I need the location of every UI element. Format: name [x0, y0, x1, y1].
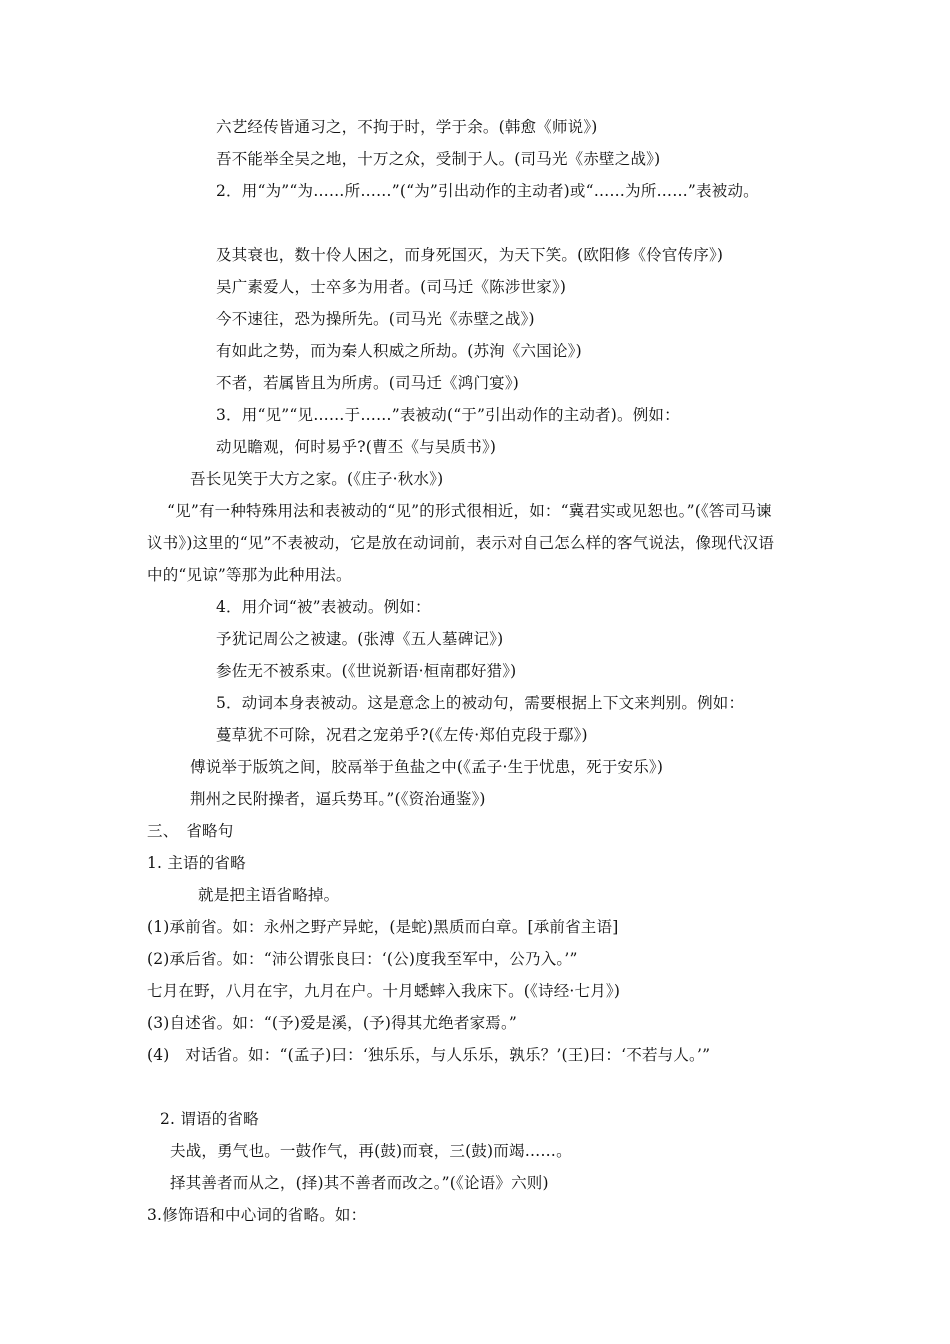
- line-6: 今不速往，恐为操所先。(司马光《赤壁之战》): [216, 310, 535, 328]
- subheading-1: 1. 主语的省略: [147, 854, 246, 872]
- line-25: 七月在野，八月在宇，九月在户。十月蟋蟀入我床下。(《诗经·七月》): [147, 982, 621, 1000]
- line-12: “见”有一种特殊用法和表被动的“见”的形式很相近，如：“冀君实或见恕也。”(《答司马谏议书》)这里的“见”不表被动，它是放在动词前，表示对自己怎么样的客气说法，像现代汉语中的“见谅”等那为此种用法。: [147, 502, 775, 584]
- line-26: (3)自述省。如：“(予)爱是溪，(予)得其尤绝者家焉。”: [147, 1014, 518, 1032]
- subheading-3: 3.修饰语和中心词的省略。如：: [147, 1206, 367, 1224]
- line-29: 夫战，勇气也。一鼓作气，再(鼓)而衰，三(鼓)而竭……。: [170, 1142, 572, 1160]
- line-15: 参佐无不被系束。(《世说新语·桓南郡好猎》): [216, 662, 517, 680]
- line-2: 吾不能举全吴之地，十万之众，受制于人。(司马光《赤壁之战》): [216, 150, 661, 168]
- line-3: 2．用“为”“为……所……”(“为”引出动作的主动者)或“……为所……”表被动。: [216, 182, 759, 200]
- line-13: 4．用介词“被”表被动。例如：: [216, 598, 431, 616]
- line-19: 荆州之民附操者，逼兵势耳。”(《资治通鉴》): [190, 790, 486, 808]
- line-10: 动见瞻观，何时易乎?(曹丕《与吴质书》): [216, 438, 497, 456]
- line-5: 吴广素爱人，士卒多为用者。(司马迁《陈涉世家》): [216, 278, 567, 296]
- line-7: 有如此之势，而为秦人积威之所劫。(苏洵《六国论》): [216, 342, 582, 360]
- line-22: 就是把主语省略掉。: [198, 886, 340, 904]
- line-14: 予犹记周公之被逮。(张溥《五人墓碑记》): [216, 630, 504, 648]
- line-17: 蔓草犹不可除，况君之宠弟乎?(《左传·郑伯克段于鄢》): [216, 726, 588, 744]
- line-18: 傅说举于版筑之间，胶鬲举于鱼盐之中(《孟子·生于忧患，死于安乐》): [190, 758, 664, 776]
- section-heading: 三、 省略句: [147, 822, 234, 840]
- line-1: 六艺经传皆通习之，不拘于时，学于余。(韩愈《师说》): [216, 118, 598, 136]
- line-8: 不者，若属皆且为所虏。(司马迁《鸿门宴》): [216, 374, 520, 392]
- line-4: 及其衰也，数十伶人困之，而身死国灭，为天下笑。(欧阳修《伶官传序》): [216, 246, 724, 264]
- line-9: 3．用“见”“见……于……”表被动(“于”引出动作的主动者)。例如：: [216, 406, 680, 424]
- line-24: (2)承后省。如：“沛公谓张良曰：‘(公)度我至军中，公乃入。’”: [147, 950, 578, 968]
- subheading-2: 2. 谓语的省略: [160, 1110, 259, 1128]
- line-23: (1)承前省。如：永州之野产异蛇，(是蛇)黑质而白章。[承前省主语]: [147, 918, 619, 936]
- line-30: 择其善者而从之，(择)其不善者而改之。”(《论语》六则): [170, 1174, 549, 1192]
- line-11: 吾长见笑于大方之家。(《庄子·秋水》): [190, 470, 444, 488]
- line-27: (4) 对话省。如：“(孟子)曰：‘独乐乐，与人乐乐，孰乐？’(王)曰：‘不若与人。’”: [147, 1046, 711, 1064]
- line-16: 5．动词本身表被动。这是意念上的被动句，需要根据上下文来判别。例如：: [216, 694, 745, 712]
